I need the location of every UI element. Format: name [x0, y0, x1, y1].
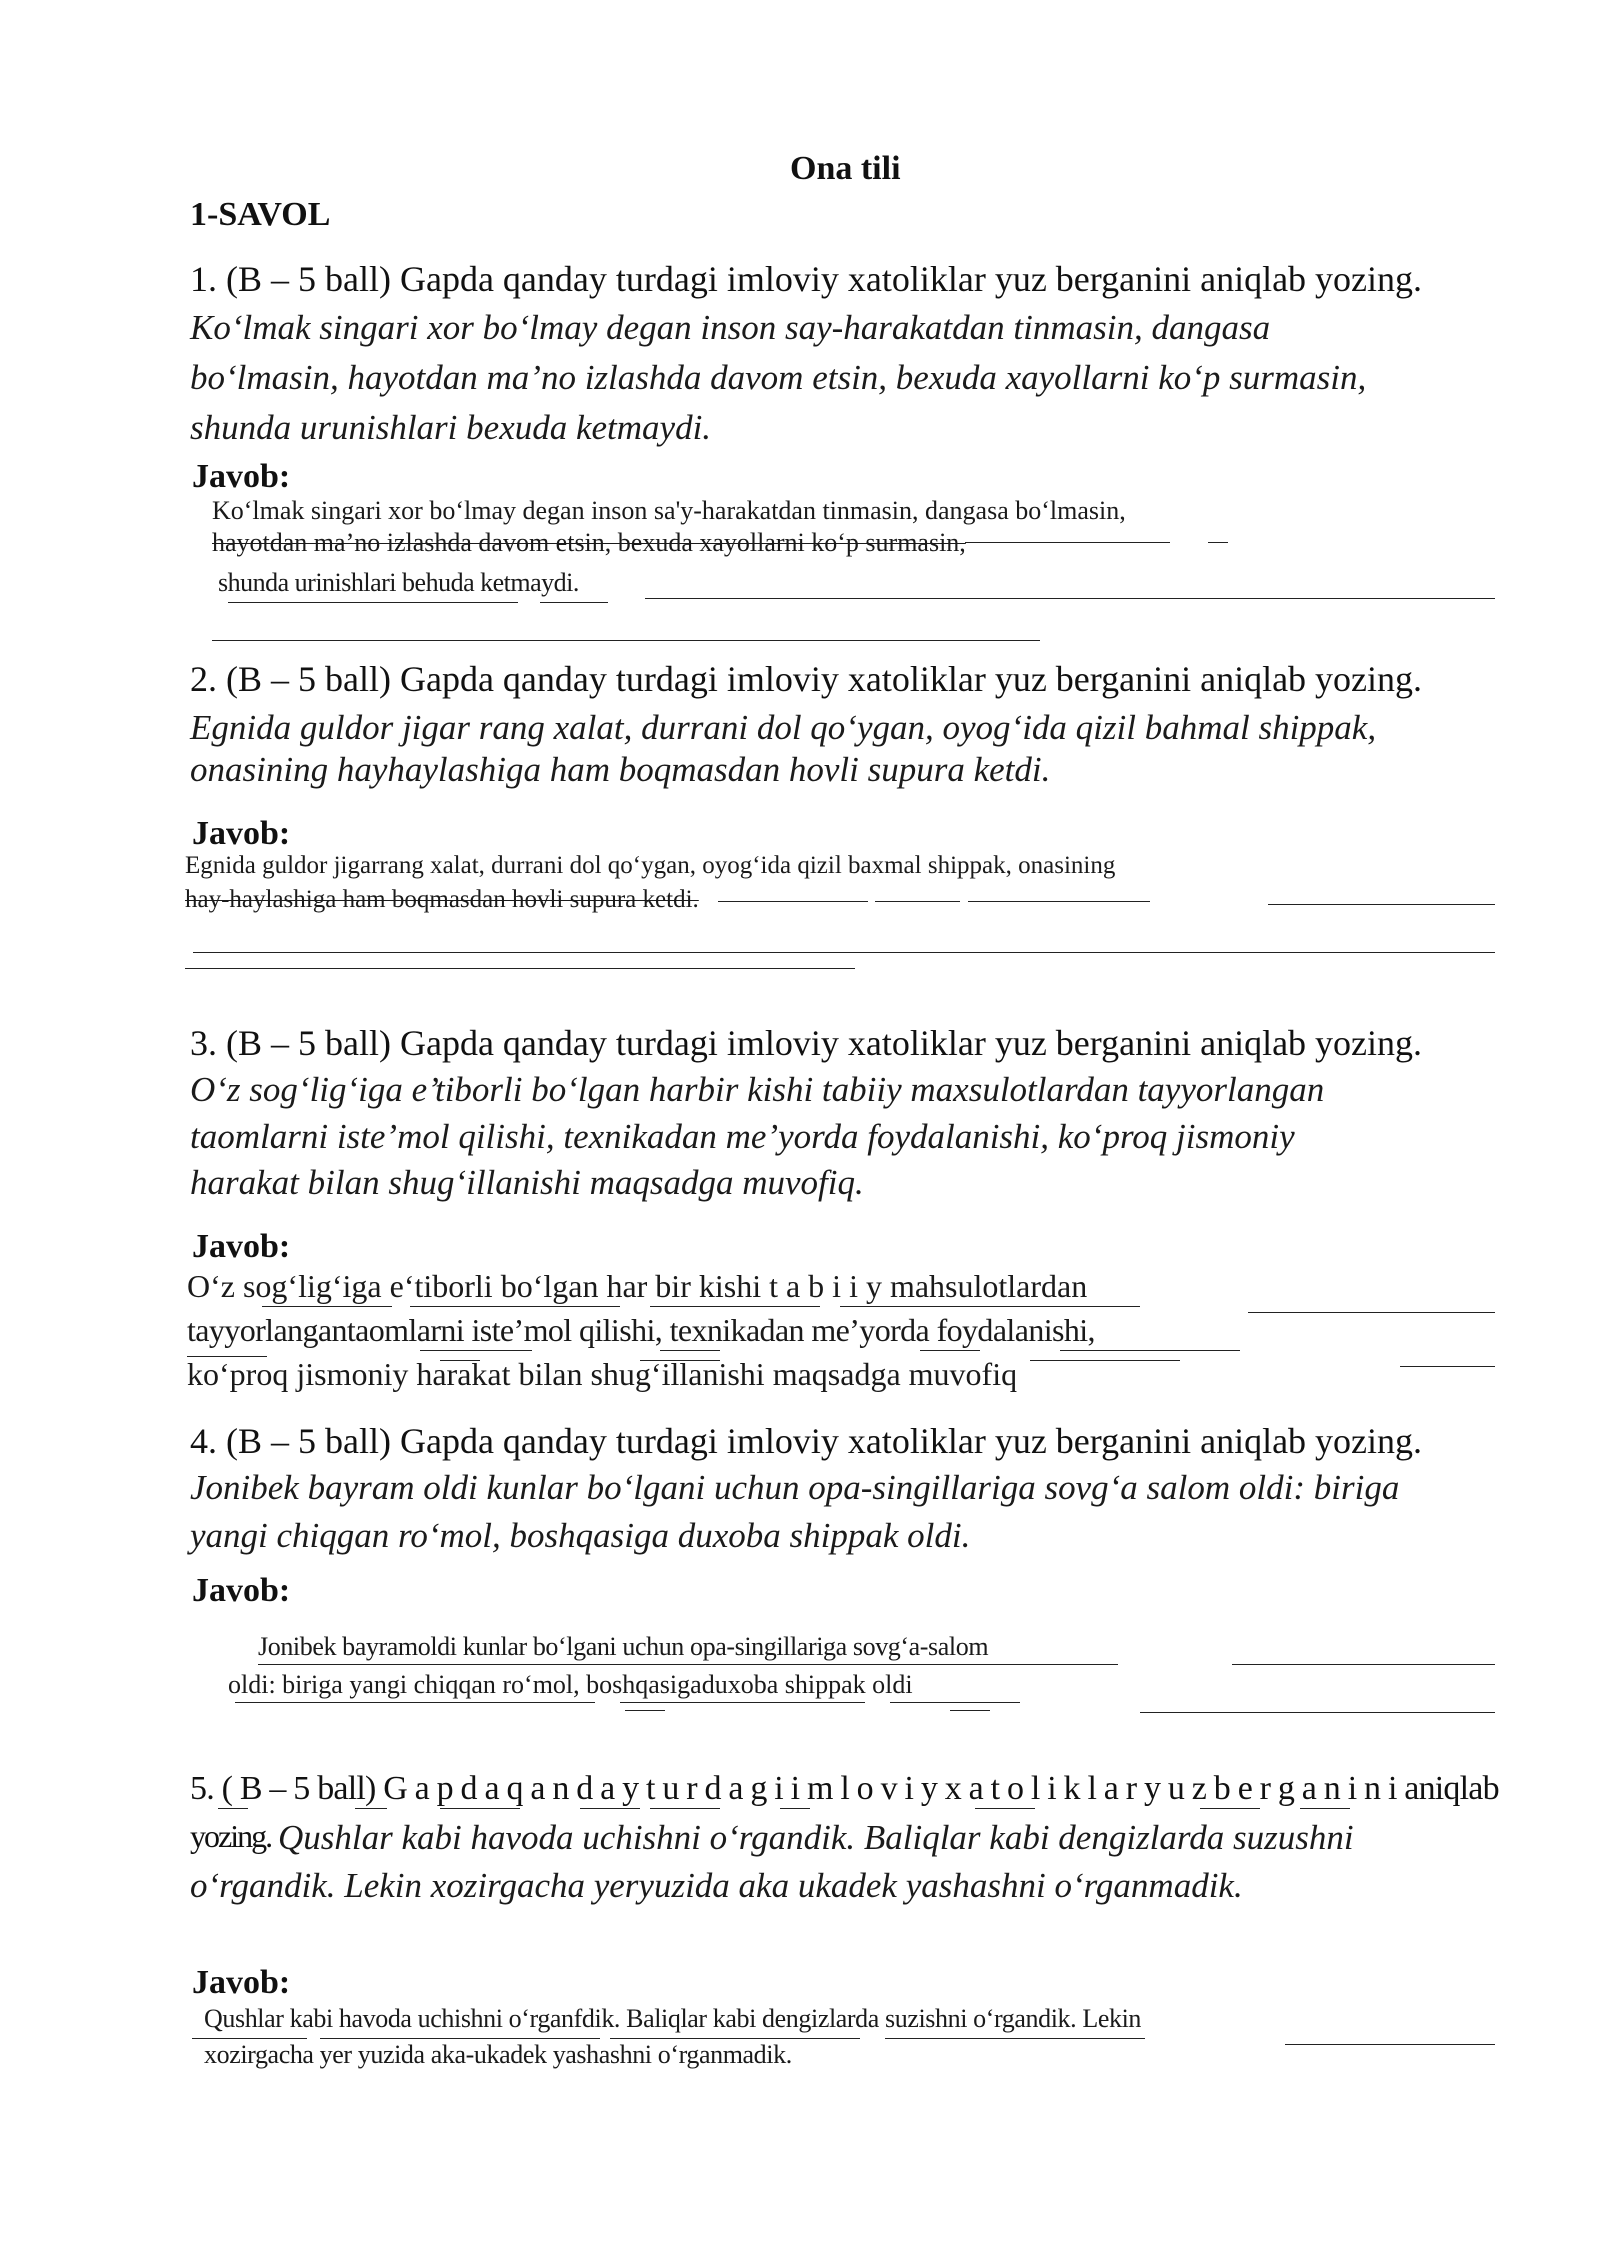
answer-rule: [1268, 904, 1495, 905]
answer-rule: [650, 1808, 720, 1809]
answer-rule: [235, 1702, 595, 1703]
question-1-answer-line-1[interactable]: Ko‘lmak singari xor bo‘lmay degan inson sa'y-harakatdan tinmasin, dangasa bo‘lmasin,: [212, 496, 1126, 525]
answer-rule: [355, 1808, 387, 1809]
question-5-answer-line-1[interactable]: Qushlar kabi havoda uchishni o‘rganfdik. Baliqlar kabi dengizlarda suzishni o‘rgandik. Lekin: [204, 2004, 1141, 2033]
question-5-prompt-lead: yozing.: [190, 1818, 272, 1854]
answer-rule: [1140, 1712, 1495, 1713]
answer-rule: [420, 1350, 532, 1351]
question-1-answer-line-3[interactable]: shunda urinishlari behuda ketmaydi.: [218, 568, 579, 597]
answer-rule: [975, 1808, 1035, 1809]
answer-rule: [840, 1306, 1140, 1307]
question-3-answer-line-3[interactable]: ko‘proq jismoniy harakat bilan shug‘illanishi maqsadga muvofiq: [187, 1356, 1018, 1392]
question-1-line-1: Ko‘lmak singari xor bo‘lmay degan inson say-harakatdan tinmasin, dangasa: [190, 308, 1271, 347]
answer-rule: [1248, 1312, 1495, 1313]
answer-rule: [1030, 1360, 1180, 1361]
answer-rule: [950, 1710, 990, 1711]
question-3-prompt: 3. (B – 5 ball) Gapda qanday turdagi imloviy xatoliklar yuz berganini aniqlab yozing.: [190, 1023, 1423, 1063]
answer-rule: [320, 2038, 600, 2039]
answer-rule: [645, 598, 1495, 599]
answer-rule: [440, 1808, 520, 1809]
answer-rule: [212, 640, 1040, 641]
answer-rule: [965, 542, 1170, 543]
question-2-answer-line-2[interactable]: hay-haylashiga ham boqmasdan hovli supura ketdi.: [185, 886, 699, 913]
question-3-answer-line-1[interactable]: O‘z sog‘lig‘iga e‘tiborli bo‘lgan har bir kishi t a b i i y mahsulotlardan: [187, 1268, 1088, 1304]
question-4-answer-line-1[interactable]: Jonibek bayramoldi kunlar bo‘lgani uchun opa-singillariga sovg‘a-salom: [258, 1632, 989, 1661]
answer-rule: [1208, 542, 1228, 543]
question-3-line-1: O‘z sog‘lig‘iga e’tiborli bo‘lgan harbir kishi tabiiy maxsulotlardan tayyorlangan: [190, 1070, 1325, 1109]
question-3-line-3: harakat bilan shug‘illanishi maqsadga muvofiq.: [190, 1163, 864, 1202]
answer-rule: [890, 1702, 1020, 1703]
answer-rule: [1285, 2044, 1495, 2045]
answer-rule: [718, 901, 868, 902]
question-4-line-1: Jonibek bayram oldi kunlar bo‘lgani uchun opa-singillariga sovg‘a salom oldi: biriga: [190, 1468, 1400, 1507]
question-3-answer-line-2[interactable]: tayyorlangantaomlarni iste’mol qilishi, texnikadan me’yorda foydalanishi,: [187, 1312, 1095, 1348]
question-2-prompt: 2. (B – 5 ball) Gapda qanday turdagi imloviy xatoliklar yuz berganini aniqlab yozing.: [190, 659, 1423, 699]
answer-rule: [625, 1710, 665, 1711]
question-5-line-1: Qushlar kabi havoda uchishni o‘rgandik. Baliqlar kabi dengizlarda suzushni: [278, 1818, 1354, 1857]
question-2-javob-label: Javob:: [192, 815, 291, 852]
answer-rule: [1400, 1366, 1495, 1367]
question-3-line-2: taomlarni iste’mol qilishi, texnikadan me’yorda foydalanishi, ko‘proq jismoniy: [190, 1117, 1295, 1156]
question-4-prompt: 4. (B – 5 ball) Gapda qanday turdagi imloviy xatoliklar yuz berganini aniqlab yozing.: [190, 1421, 1423, 1461]
answer-rule: [1060, 1350, 1240, 1351]
question-5-prompt: 5. ( B – 5 ball) G a p d a q a n d a y t u r d a g i i m l o v i y x a t o l i k l a r y u z b e r g a n i n i aniqlab: [190, 1770, 1499, 1807]
answer-rule: [185, 968, 855, 969]
answer-rule: [410, 1306, 620, 1307]
answer-rule: [580, 1808, 640, 1809]
question-1-line-3: shunda urunishlari bexuda ketmaydi.: [190, 408, 712, 447]
answer-rule: [620, 1702, 865, 1703]
question-1-answer-line-2[interactable]: hayotdan ma’no izlashda davom etsin, bexuda xayollarni ko‘p surmasin,: [212, 528, 966, 557]
answer-rule: [610, 2038, 860, 2039]
answer-rule: [228, 602, 518, 603]
answer-rule: [218, 1808, 248, 1809]
answer-rule: [875, 901, 960, 902]
question-1-prompt: 1. (B – 5 ball) Gapda qanday turdagi imloviy xatoliklar yuz berganini aniqlab yozing.: [190, 259, 1423, 299]
answer-rule: [968, 901, 1150, 902]
answer-rule: [258, 1664, 1118, 1665]
answer-rule: [187, 1356, 267, 1357]
question-4-answer-line-2[interactable]: oldi: biriga yangi chiqqan ro‘mol, boshqasigaduxoba shippak oldi: [228, 1670, 913, 1699]
answer-rule: [640, 1360, 720, 1361]
section-label: 1-SAVOL: [190, 196, 331, 233]
answer-rule: [440, 1360, 480, 1361]
question-1-javob-label: Javob:: [192, 458, 291, 495]
answer-rule: [1200, 1808, 1260, 1809]
answer-rule: [193, 952, 1495, 953]
question-5-line-2: o‘rgandik. Lekin xozirgacha yeryuzida aka ukadek yashashni o‘rganmadik.: [190, 1866, 1243, 1905]
answer-rule: [660, 1350, 720, 1351]
answer-rule: [885, 2038, 1145, 2039]
question-4-line-2: yangi chiqgan ro‘mol, boshqasiga duxoba shippak oldi.: [190, 1516, 971, 1555]
question-2-line-2: onasining hayhaylashiga ham boqmasdan hovli supura ketdi.: [190, 750, 1051, 789]
answer-rule: [1300, 1808, 1350, 1809]
question-4-javob-label: Javob:: [192, 1572, 291, 1609]
answer-rule: [540, 602, 608, 603]
question-5-answer-line-2[interactable]: xozirgacha yer yuzida aka-ukadek yashashni o‘rganmadik.: [204, 2040, 792, 2069]
answer-rule: [780, 1808, 810, 1809]
question-2-answer-line-1[interactable]: Egnida guldor jigarrang xalat, durrani dol qo‘ygan, oyog‘ida qizil baxmal shippak, onasining: [185, 852, 1116, 879]
question-1-line-2: bo‘lmasin, hayotdan ma’no izlashda davom etsin, bexuda xayollarni ko‘p surmasin,: [190, 358, 1367, 397]
answer-rule: [920, 1350, 980, 1351]
answer-rule: [192, 2038, 307, 2039]
question-5-javob-label: Javob:: [192, 1964, 291, 2001]
question-3-javob-label: Javob:: [192, 1228, 291, 1265]
question-2-line-1: Egnida guldor jigar rang xalat, durrani dol qo‘ygan, oyog‘ida qizil bahmal shippak,: [190, 708, 1377, 747]
answer-rule: [262, 1306, 392, 1307]
answer-rule: [650, 1306, 820, 1307]
page-title: Ona tili: [790, 150, 901, 187]
answer-rule: [1232, 1664, 1495, 1665]
